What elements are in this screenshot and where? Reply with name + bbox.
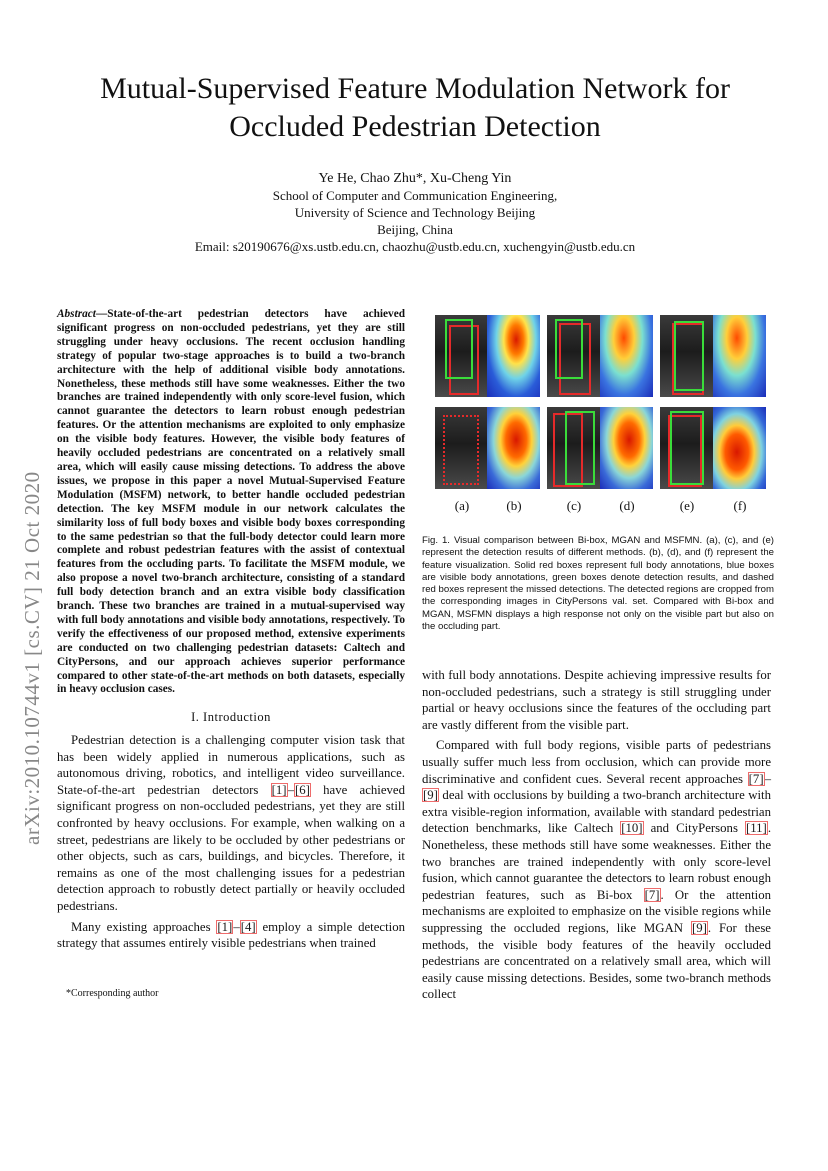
figure-label-b: (b): [506, 498, 522, 513]
paper-title: Mutual-Supervised Feature Modulation Network for Occluded Pedestrian Detection: [100, 72, 730, 143]
text-run: . Nonetheless, these methods still have some weaknesses. Either the two branches are trained independently with only score-level fusion, which cannot guarantee the detectors to learn robust enough pedestrian features, such as Bi-box: [422, 821, 772, 902]
text-run: Compared with full body regions, visible parts of pedestrians usually suffer much less from occlusion, which can provide more discriminative and confident cues. Several recent approaches: [422, 738, 771, 786]
photo-c-bottom: [547, 407, 600, 489]
text-run: –: [287, 782, 294, 797]
heatmap-d-top: [600, 315, 653, 397]
citation-link[interactable]: [11]: [745, 821, 767, 836]
text-run: Many existing approaches: [71, 919, 217, 934]
footnote: *Corresponding author: [66, 988, 159, 999]
affiliation-line-1: School of Computer and Communication Engineering,: [272, 188, 558, 203]
email-line: Email: s20190676@xs.ustb.edu.cn, chaozhu@ustb.edu.cn, xuchengyin@ustb.edu.cn: [194, 239, 636, 254]
figure-label-e: (e): [679, 498, 695, 513]
intro-paragraph-1: [57, 732, 405, 915]
text-run: have achieved significant progress on non-occluded pedestrians, yet they are still confronted by heavy occlusions. For example, when walking on a street, pedestrians are likely to be occluded by other pedestrians or other objects, such as cars, buildings, and bicycles. Therefore, it remains as one of the most challenging issues for a pedestrian detection approach to robustly detect partially or heavily occluded pedestrians.: [57, 782, 405, 913]
abstract-lead: Abstract: [57, 308, 96, 320]
intro-paragraph-2: [57, 919, 405, 952]
author-names: Ye He, Chao Zhu*, Xu-Cheng Yin: [318, 171, 512, 186]
heatmap-f-top: [713, 315, 766, 397]
text-run: . Or the attention mechanisms are exploited to emphasize on the visible regions while suppressing the occluded regions, like MGAN: [422, 887, 771, 935]
heatmap-d-bottom: [600, 407, 653, 489]
detection-box: [674, 321, 704, 391]
photo-e-bottom: [660, 407, 713, 489]
abstract: [57, 308, 405, 697]
citation-link[interactable]: [1]: [271, 782, 287, 797]
text-run: and CityPersons: [643, 821, 745, 836]
missed-detection-box: [443, 415, 479, 485]
figure-label-c: (c): [566, 498, 582, 513]
arxiv-id: arXiv:2010.10744v1 [cs.CV] 21 Oct 2020: [20, 471, 44, 845]
affiliation-line-3: Beijing, China: [377, 222, 453, 237]
left-column: [57, 308, 405, 956]
detection-box: [565, 411, 595, 485]
photo-c-top: [547, 315, 600, 397]
photo-a-top: [435, 315, 488, 397]
right-paragraph-1: with full body annotations. Despite achieving impressive results for non-occluded pedestrians, such a strategy is still struggling under partial or heavy occlusions since the features of the occluding part are vastly different from the visible part.: [422, 668, 771, 732]
text-run: . For these methods, the visible body features of the heavily occluded pedestrians are concentrated on a relatively small area, which will easily cause missing detections. Besides, some two-branch methods collect: [422, 920, 771, 1002]
citation-link[interactable]: [9]: [423, 788, 438, 803]
text-run: deal with occlusions by building a two-branch architecture with extra visible-region information, available with standard pedestrian detection benchmarks, like Caltech: [422, 788, 771, 836]
citation-link[interactable]: [4]: [240, 919, 256, 934]
detection-box: [555, 319, 583, 379]
heatmap-b-bottom: [487, 407, 540, 489]
author-block: [40, 170, 790, 255]
detection-box: [445, 319, 473, 379]
detection-box: [670, 411, 704, 485]
right-paragraph-2: [422, 737, 771, 1003]
figure-caption: Fig. 1. Visual comparison between Bi-box, MGAN and MSFMN. (a), (c), and (e) represent the detection results of different methods. (b), (d), and (f) represent the feature visualization. Solid red boxes represent full body annotations, blue boxes are visible body annotations, green boxes denote detection results, and dashed red boxes represent the missed detections. The detected regions are cropped from the corresponding images in CityPersons val. set. Compared with Bi-box and MGAN, MSFMN displays a high response not only on the visible part but also on the occluding part.: [422, 535, 774, 633]
text-run: –: [764, 771, 771, 786]
photo-e-top: [660, 315, 713, 397]
citation-link[interactable]: [7]: [644, 887, 660, 902]
photo-a-bottom: [435, 407, 488, 489]
citation-link[interactable]: [9]: [691, 920, 707, 935]
affiliation-line-2: University of Science and Technology Beijing: [294, 205, 536, 220]
citation-link[interactable]: [10]: [621, 821, 643, 836]
text-run: Pedestrian detection is a challenging computer vision task that has been widely applied in numerous applications, such as autonomous driving, robotics, and intelligent video surveillance. State-of-the-art pedestrian detectors: [57, 732, 405, 797]
arxiv-stamp: [20, 365, 60, 845]
figure-label-f: (f): [733, 498, 747, 513]
citation-link[interactable]: [6]: [294, 782, 310, 797]
citation-link[interactable]: [1]: [217, 919, 233, 934]
heatmap-f-bottom: [713, 407, 766, 489]
text-run: –: [233, 919, 240, 934]
text-run: employ a simple detection strategy that assumes entirely visible pedestrians when trained: [57, 919, 405, 951]
right-column: [422, 667, 771, 1007]
figure-label-d: (d): [619, 498, 635, 513]
citation-link[interactable]: [7]: [748, 771, 764, 786]
abstract-text: —State-of-the-art pedestrian detectors have achieved significant progress on non-occluded pedestrians, yet they are still struggling under heavy occlusions. The recent occlusion handling strategy of popular two-stage approaches is to build a two-branch architecture with the help of additional visible body annotations. Nonetheless, these methods still have some weaknesses. Either the two branches are trained independently with only score-level fusion, which cannot guarantee the detectors to learn robust enough pedestrian features. Or the attention mechanisms are exploited to only emphasize on the visible body features. However, the visible body features of heavily occluded pedestrians are concentrated on a relatively small area, which will easily cause missing detections. To address the above issues, we propose in this paper a novel Mutual-Supervised Feature Modulation (MSFM) network, to better handle occluded pedestrian detection. The key MSFM module in our network calculates the similarity loss of full body boxes and visible body boxes corresponding to the same pedestrian so that the full-body detector could learn more complete and robust pedestrian features with the assist of contextual features from the occluding parts. To facilitate the MSFM module, we also propose a novel two-branch architecture, consisting of a standard full body detection branch and an extra visible body classification branch. These two branches are trained in a mutual-supervised way with full body annotations and visible body annotations, respectively. To verify the effectiveness of our proposed method, extensive experiments are conducted on two challenging pedestrian datasets: Caltech and CityPersons, and our approach achieves superior performance compared to other state-of-the-art methods on both datasets, especially in heavy occlusion cases.: [57, 308, 405, 696]
figure-1: [430, 310, 775, 525]
section-heading-introduction: I. Introduction: [191, 710, 271, 725]
heatmap-b-top: [487, 315, 540, 397]
figure-label-a: (a): [454, 498, 470, 513]
